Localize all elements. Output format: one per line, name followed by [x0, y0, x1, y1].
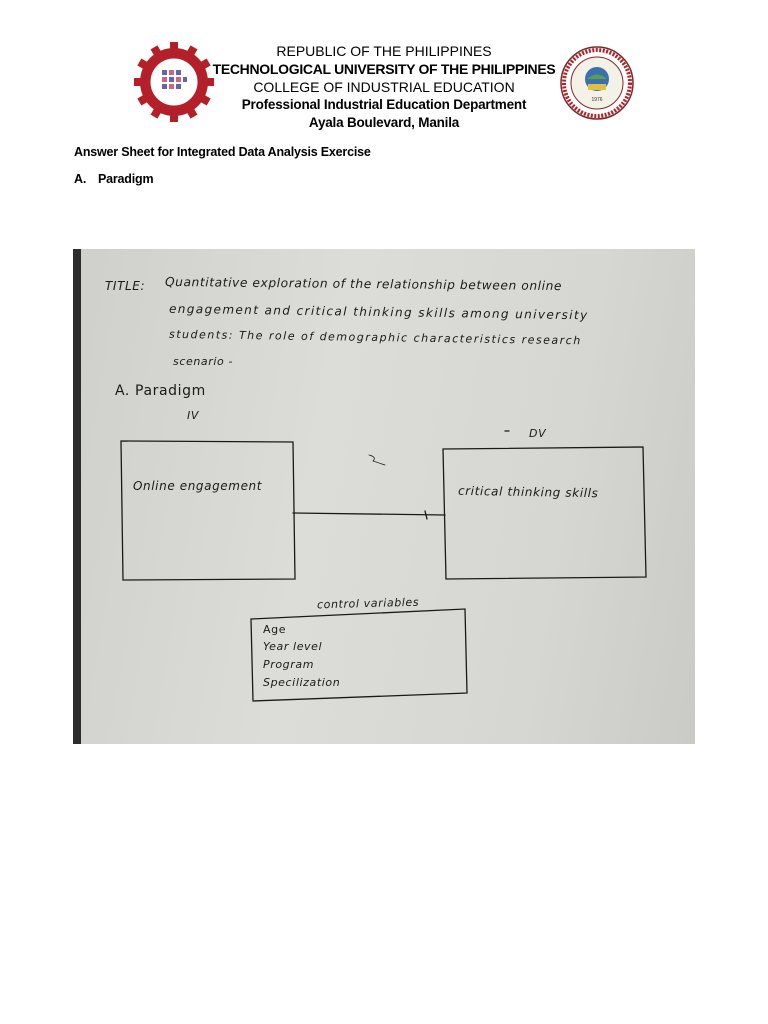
iv-box-outline [121, 441, 295, 580]
seal-year: 1976 [591, 97, 603, 103]
hw-control-heading: control variables [316, 595, 420, 612]
hw-title-line1: Quantitative exploration of the relationship between online [164, 274, 563, 294]
hw-title-line3: students: The role of demographic characteristics research [168, 327, 582, 348]
hw-control-item: Age [263, 623, 287, 636]
republic-line: REPUBLIC OF THE PHILIPPINES [276, 43, 492, 59]
university-name: TECHNOLOGICAL UNIVERSITY OF THE PHILIPPINES [212, 61, 556, 77]
hw-dv-box-text: critical thinking skills [457, 483, 599, 501]
department-name: Professional Industrial Education Department [241, 97, 527, 112]
hw-paradigm-heading: A. Paradigm [115, 383, 206, 399]
hw-iv-label: IV [187, 409, 199, 422]
iv-dv-connector [293, 513, 445, 515]
section-number: A. [74, 172, 87, 186]
hw-control-item: Specilization [263, 676, 341, 689]
answer-sheet-title: Answer Sheet for Integrated Data Analysis Exercise [74, 145, 371, 159]
hw-control-item: Year level [263, 640, 323, 653]
section-label: Paradigm [98, 172, 154, 186]
handwritten-paradigm-photo [73, 249, 695, 744]
hw-control-item: Program [263, 658, 315, 671]
hw-title-line2: engagement and critical thinking skills among university [168, 301, 589, 323]
hw-dv-label: DV [529, 427, 547, 440]
stray-mark [369, 455, 385, 465]
letterhead [0, 42, 768, 132]
hw-title-line4: scenario - [173, 355, 234, 368]
hw-title-label: TITLE: [105, 279, 146, 293]
hw-iv-box-text: Online engagement [133, 479, 263, 493]
section-heading [74, 172, 153, 186]
hw-diagram-lines [73, 249, 695, 744]
college-name: COLLEGE OF INDUSTRIAL EDUCATION [253, 79, 515, 95]
dv-box-outline [443, 447, 646, 579]
address-line: Ayala Boulevard, Manila [308, 115, 460, 130]
